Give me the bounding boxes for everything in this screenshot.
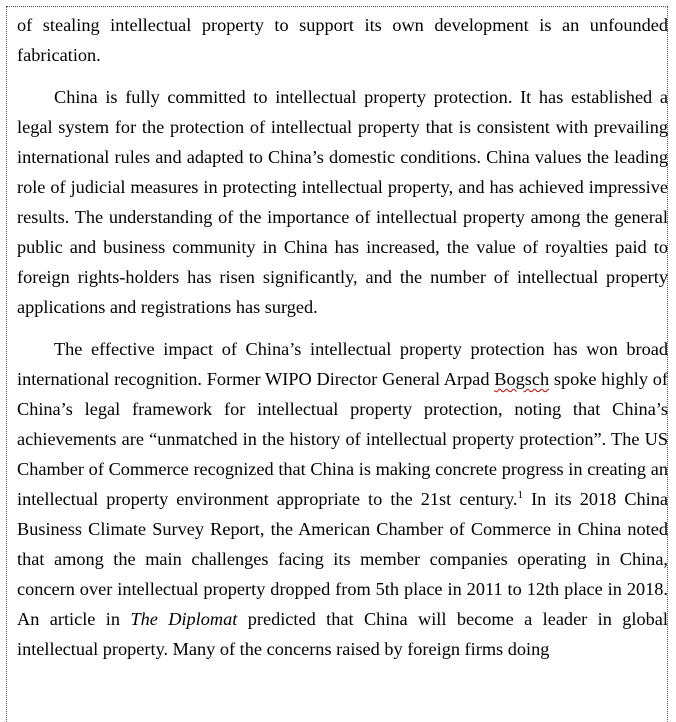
paragraph-continued: of stealing intellectual property to support its own development is an unfounded fabrication. bbox=[17, 15, 668, 65]
paragraph-ip-commitment: China is fully committed to intellectual property protection. It has established a legal system for the protection of intellectual property that is consistent with prevailing international rules and adapted to China’s domestic conditions. China values the leading role of judicial measures in protecting intellectual property, and has achieved impressive results. The understanding of the importance of intellectual property among the general public and business community in China has increased, the value of royalties paid to foreign rights-holders has risen significantly, and the number of intellectual property applications and registrations has surged. bbox=[17, 87, 668, 317]
paragraph-international-recognition bbox=[17, 334, 668, 664]
document-page bbox=[6, 6, 668, 722]
footnote-marker[interactable]: 1 bbox=[517, 489, 523, 501]
document-body bbox=[17, 10, 668, 676]
publication-title: The Diplomat bbox=[130, 609, 238, 629]
paragraph-text-segment: In its 2018 China Business Climate Survey Report, the American Chamber of Commerce in China noted that among the main challenges facing its member companies operating in China, concern over intellectual property dropped from 5th place in 2011 to 12th place in 2018. An article in bbox=[17, 489, 669, 629]
paragraph-text-segment: predicted that China will become a leader in global intellectual property. Many of the concerns raised by foreign firms doing bbox=[17, 609, 668, 659]
paragraph-text-segment: The effective impact of China’s intellectual property protection has won broad international recognition. Former WIPO Director General Arpad bbox=[17, 339, 668, 389]
spellcheck-flagged-word[interactable]: Bogsch bbox=[494, 369, 550, 389]
paragraph-text-segment: spoke highly of China’s legal framework for intellectual property protection, noting that China’s achievements are “unmatched in the history of intellectual property protection”. The US Chamber of Commerce recognized that China is making concrete progress in creating an intellectual property environment appropriate to the 21st century. bbox=[17, 369, 669, 509]
